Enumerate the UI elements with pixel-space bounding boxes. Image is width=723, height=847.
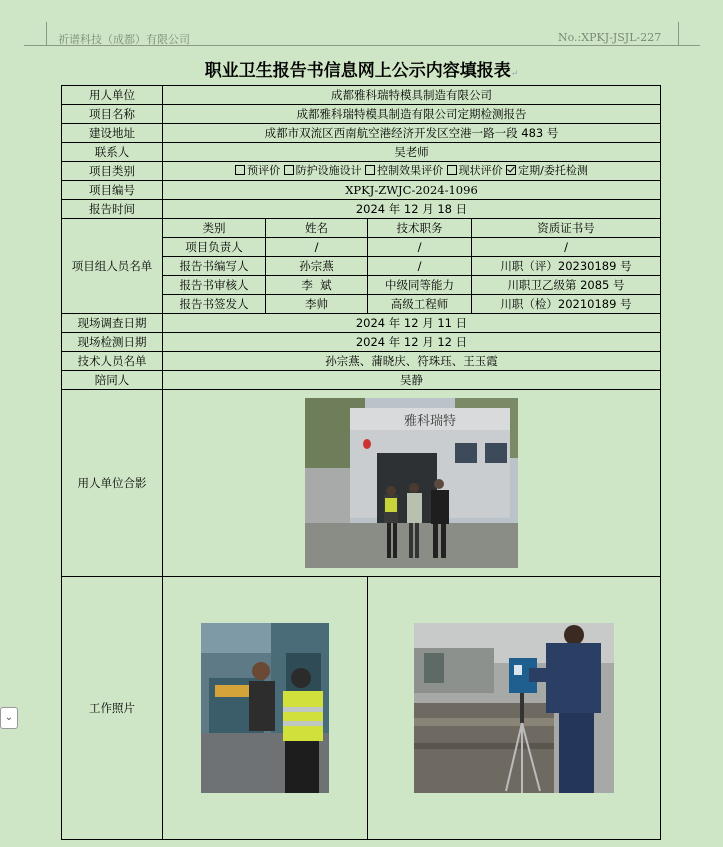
checkbox-icon[interactable] bbox=[284, 165, 294, 175]
header-corner-mark bbox=[678, 22, 679, 45]
group-photo-cell bbox=[163, 390, 661, 577]
label-employer: 用人单位 bbox=[62, 86, 163, 105]
team-cert: 川职（检）20210189 号 bbox=[472, 295, 661, 314]
team-name: 孙宗燕 bbox=[266, 257, 368, 276]
label-technicians: 技术人员名单 bbox=[62, 352, 163, 371]
label-escort: 陪同人 bbox=[62, 371, 163, 390]
row-employer bbox=[62, 86, 661, 105]
value-project-name: 成都雅科瑞特模具制造有限公司定期检测报告 bbox=[163, 105, 661, 124]
row-group-photo bbox=[62, 390, 661, 577]
label-contact: 联系人 bbox=[62, 143, 163, 162]
header-doc-number: No.:XPKJ-JSJL-227 bbox=[558, 31, 662, 44]
option-protection-design[interactable]: 防护设施设计 bbox=[284, 164, 362, 177]
row-project-no bbox=[62, 181, 661, 200]
value-project-no: XPKJ-ZWJC-2024-1096 bbox=[163, 181, 661, 200]
info-form-table bbox=[61, 85, 661, 840]
team-header-cert: 资质证书号 bbox=[472, 219, 661, 238]
team-header-role: 类别 bbox=[163, 219, 266, 238]
team-name: 李 斌 bbox=[266, 276, 368, 295]
team-name: / bbox=[266, 238, 368, 257]
team-role: 报告书审核人 bbox=[163, 276, 266, 295]
value-contact: 吴老师 bbox=[163, 143, 661, 162]
value-address: 成都市双流区西南航空港经济开发区空港一路一段 483 号 bbox=[163, 124, 661, 143]
value-survey-date: 2024 年 12 月 11 日 bbox=[163, 314, 661, 333]
header-company: 祈谱科技（成都）有限公司 bbox=[58, 33, 190, 46]
row-work-photos bbox=[62, 577, 661, 840]
row-address bbox=[62, 124, 661, 143]
team-name: 李帅 bbox=[266, 295, 368, 314]
team-header-name: 姓名 bbox=[266, 219, 368, 238]
building-sign-text: 雅科瑞特 bbox=[403, 414, 457, 429]
chevron-down-icon[interactable]: ⌄ bbox=[0, 707, 18, 729]
label-address: 建设地址 bbox=[62, 124, 163, 143]
team-header-title: 技术职务 bbox=[368, 219, 472, 238]
team-role: 项目负责人 bbox=[163, 238, 266, 257]
team-cert: 川职（评）20230189 号 bbox=[472, 257, 661, 276]
option-periodic-testing[interactable]: 定期/委托检测 bbox=[506, 164, 588, 177]
team-role: 报告书编写人 bbox=[163, 257, 266, 276]
value-test-date: 2024 年 12 月 12 日 bbox=[163, 333, 661, 352]
checkbox-checked-icon[interactable] bbox=[506, 165, 516, 175]
label-project-no: 项目编号 bbox=[62, 181, 163, 200]
work-photo-cell-right bbox=[368, 577, 661, 840]
value-escort: 吴静 bbox=[163, 371, 661, 390]
value-technicians: 孙宗燕、蒲晓庆、符珠珏、王玉霞 bbox=[163, 352, 661, 371]
work-photo-right bbox=[414, 623, 614, 793]
header-corner-mark bbox=[24, 45, 46, 46]
row-project-type bbox=[62, 162, 661, 181]
team-cert: 川职卫乙级第 2085 号 bbox=[472, 276, 661, 295]
label-project-name: 项目名称 bbox=[62, 105, 163, 124]
work-photo-cell-left bbox=[163, 577, 368, 840]
team-title: / bbox=[368, 238, 472, 257]
label-team: 项目组人员名单 bbox=[62, 219, 163, 314]
page-title: 职业卫生报告书信息网上公示内容填报表↵ bbox=[204, 61, 519, 81]
team-cert: / bbox=[472, 238, 661, 257]
checkbox-icon[interactable] bbox=[447, 165, 457, 175]
header-corner-mark bbox=[46, 22, 47, 45]
label-project-type: 项目类别 bbox=[62, 162, 163, 181]
checkbox-icon[interactable] bbox=[365, 165, 375, 175]
label-work-photos: 工作照片 bbox=[62, 577, 163, 840]
option-pre-assessment[interactable]: 预评价 bbox=[235, 164, 280, 177]
option-control-effect[interactable]: 控制效果评价 bbox=[365, 164, 443, 177]
option-status-assessment[interactable]: 现状评价 bbox=[447, 164, 503, 177]
row-test-date bbox=[62, 333, 661, 352]
row-contact bbox=[62, 143, 661, 162]
header-corner-mark bbox=[678, 45, 700, 46]
label-report-date: 报告时间 bbox=[62, 200, 163, 219]
team-title: 中级同等能力 bbox=[368, 276, 472, 295]
team-title: / bbox=[368, 257, 472, 276]
title-text: 职业卫生报告书信息网上公示内容填报表 bbox=[204, 61, 511, 81]
group-photo bbox=[305, 398, 518, 568]
project-type-options bbox=[163, 162, 661, 181]
team-title: 高级工程师 bbox=[368, 295, 472, 314]
row-survey-date bbox=[62, 314, 661, 333]
row-report-date bbox=[62, 200, 661, 219]
row-escort bbox=[62, 371, 661, 390]
row-technicians bbox=[62, 352, 661, 371]
label-test-date: 现场检测日期 bbox=[62, 333, 163, 352]
label-group-photo: 用人单位合影 bbox=[62, 390, 163, 577]
row-project-name bbox=[62, 105, 661, 124]
label-survey-date: 现场调查日期 bbox=[62, 314, 163, 333]
team-role: 报告书签发人 bbox=[163, 295, 266, 314]
work-photo-left bbox=[201, 623, 329, 793]
checkbox-icon[interactable] bbox=[235, 165, 245, 175]
value-report-date: 2024 年 12 月 18 日 bbox=[163, 200, 661, 219]
value-employer: 成都雅科瑞特模具制造有限公司 bbox=[163, 86, 661, 105]
row-team-header bbox=[62, 219, 661, 238]
